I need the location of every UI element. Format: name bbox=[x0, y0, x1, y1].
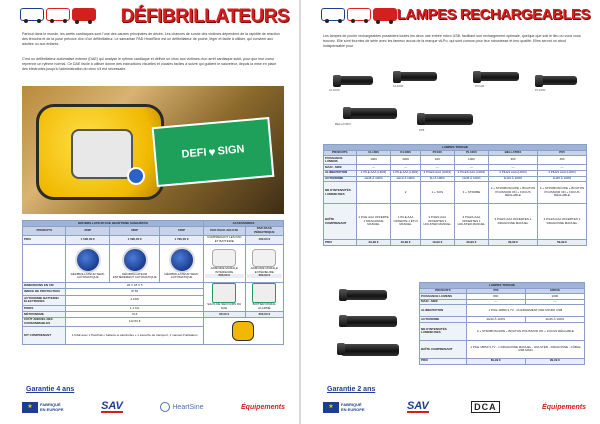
torch-label: CL1000 bbox=[329, 88, 340, 92]
price-cell: 59,99 € bbox=[537, 240, 586, 246]
price-cell: 19,99 € bbox=[420, 240, 454, 246]
cell: — bbox=[420, 165, 454, 171]
made-in-europe-badge bbox=[323, 402, 365, 413]
col-header: 350P bbox=[66, 226, 110, 235]
acc-price: 300,00 € bbox=[245, 312, 283, 318]
row-value: 4 ANS bbox=[66, 295, 203, 305]
cell: 4000 bbox=[391, 156, 420, 165]
cell: — bbox=[391, 165, 420, 171]
defibrillator-device bbox=[71, 129, 133, 179]
col-header: CL1000 bbox=[356, 150, 391, 156]
device-cell bbox=[245, 282, 283, 311]
price-cell: 1 790,00 € bbox=[160, 235, 204, 244]
eu-flag-icon: ★ bbox=[22, 402, 38, 413]
cell: 3 + STROBOSCOPE + BOUTON POUSSOIR ON + FOCUS RÉGLABLE bbox=[488, 182, 537, 204]
cell: 1 PILE 18650 3,7V - CHARGEMENT PAR MICRO USB bbox=[466, 305, 584, 317]
cell: 1 PILE AAA (LR03) bbox=[392, 170, 419, 175]
page-title: LAMPES RECHARGEABLES bbox=[396, 6, 590, 23]
defibrillator-350p-image bbox=[75, 247, 101, 273]
col-header: PAD PACK PÉDIATRIQUE bbox=[245, 226, 283, 235]
warranty-label: Garantie 2 ans bbox=[327, 386, 376, 393]
row-label: MAXI - MINI bbox=[324, 165, 357, 171]
dca-logo: DCA bbox=[471, 401, 500, 413]
cell: 450 bbox=[537, 156, 586, 165]
equipements-logo: Équipements bbox=[542, 403, 586, 411]
device-caption: SACS DE SECOURS DU DAE bbox=[207, 302, 242, 311]
row-label: NB D'INTENSITÉS LUMINEUSES bbox=[324, 182, 357, 204]
price-cell: 69,99 € bbox=[466, 358, 525, 364]
defibrillator-case-image bbox=[36, 104, 164, 200]
sav-logo: SAV bbox=[101, 400, 123, 412]
accessories-title: ACCESSOIRES bbox=[203, 221, 283, 227]
torch-image bbox=[343, 290, 387, 300]
row-label: BOÎTE COMPRENANT bbox=[324, 204, 357, 240]
row-label: PRIX bbox=[324, 240, 357, 246]
device-caption: ARMOIRE MURALE EXTÉRIEURE bbox=[250, 266, 278, 274]
torch-label: BELLATRIX bbox=[335, 122, 351, 126]
cell: 1H45 À 100% bbox=[537, 176, 586, 182]
row-label: ALIMENTATION bbox=[420, 305, 467, 317]
col-header: PC100 bbox=[420, 150, 454, 156]
row-label: PUISSANCE LUMENS bbox=[420, 294, 467, 300]
heartsine-text: HeartSine bbox=[172, 403, 204, 411]
cell: 800 bbox=[466, 294, 525, 300]
equipements-logo: Équipements bbox=[241, 403, 285, 411]
device-cell bbox=[66, 244, 110, 282]
device-cell bbox=[203, 317, 283, 344]
row-value: 1,1 KG bbox=[66, 305, 203, 311]
row-label: PUISSANCE LUMENS bbox=[324, 156, 357, 165]
torch-image bbox=[347, 108, 397, 119]
torch-image bbox=[337, 76, 373, 85]
cell: — bbox=[466, 299, 525, 305]
cell: 3H À 100% bbox=[420, 176, 454, 182]
col-header: V55 bbox=[466, 288, 525, 294]
cell: 1H45 À 100% bbox=[356, 176, 391, 182]
col-header: PRODUITS bbox=[420, 288, 467, 294]
made-in-europe-text bbox=[341, 402, 365, 412]
cell: 4 PILES AAA (LR03) bbox=[537, 170, 586, 176]
cell: 1000 bbox=[454, 156, 488, 165]
page-defibrillateurs bbox=[0, 0, 299, 424]
acc-price: 300,00 € bbox=[247, 274, 282, 278]
cell: 3 + STROBE bbox=[454, 182, 488, 204]
intro-paragraph-2: C'est un défibrillateur automatisé externe (DAE) qui analyse le rythme cardiaque et délivre un choc aux victimes d'un arrêt cardiaque subit, pour que leur coeur reprenne un rythme normal. Ce DAE facile à utiliser donne des instructions visuelles et vocales faciles à suivre qui guident le sauveteur, depuis la mise en place des électrodes jusqu'à l'administration du choc s'il est nécessaire. bbox=[22, 57, 277, 71]
col-header: SIRIUS bbox=[525, 288, 584, 294]
cell: 1 PILE AAA OFFERTE 1 ÉTUI MANUEL bbox=[391, 204, 420, 240]
device-caption: DÉFIBRILLATEUR ENTIÈREMENT AUTOMATIQUE bbox=[112, 271, 157, 280]
cell: 2H30 À 100% bbox=[466, 317, 525, 323]
warranty-label: Garantie 4 ans bbox=[26, 386, 75, 393]
page-header bbox=[321, 6, 590, 28]
ambulance-icon bbox=[46, 8, 70, 21]
eu-line-2: EN EUROPE bbox=[341, 407, 365, 412]
col-header: BELLATRIX bbox=[488, 150, 537, 156]
empty-cell bbox=[23, 244, 66, 282]
cell: 1000 bbox=[525, 294, 584, 300]
torch-label: K14000 bbox=[393, 84, 404, 88]
col-header: PRODUITS bbox=[23, 226, 66, 235]
eu-flag-icon: ★ bbox=[323, 402, 339, 413]
col-header: PL1000 bbox=[454, 150, 488, 156]
defibrillator-table bbox=[22, 220, 284, 345]
price-cell: 39,99 € bbox=[356, 240, 391, 246]
eu-line-1: FABRIQUÉ bbox=[341, 402, 362, 407]
row-label: KIT COMPRENANT bbox=[23, 326, 66, 344]
table-title: LAMPES TORCHE bbox=[324, 145, 587, 151]
page-header bbox=[20, 6, 289, 28]
cell: — bbox=[537, 165, 586, 171]
cell: — bbox=[356, 165, 391, 171]
device-caption: DÉFIBRILLATEUR SEMI-AUTOMATIQUE bbox=[70, 271, 105, 280]
cell: 3 PILES AAA OFFERTES 1 HOLSTER MANUEL bbox=[454, 204, 488, 240]
row-label: POIDS bbox=[23, 305, 66, 311]
cell: 2 bbox=[391, 182, 420, 204]
price-cell: COMPRENANT LES PAD ET BATTERIE bbox=[203, 235, 245, 244]
eu-line-1: FABRIQUÉ bbox=[40, 402, 61, 407]
police-car-icon bbox=[321, 8, 345, 21]
torch-image bbox=[341, 344, 399, 356]
device-cell bbox=[160, 244, 204, 282]
row-label: BOÎTE COMPRENANT bbox=[420, 340, 467, 358]
row-label: PRIX bbox=[420, 358, 467, 364]
police-car-icon bbox=[20, 8, 44, 21]
sign-text-left: DEFI bbox=[181, 146, 208, 161]
heartsine-icon bbox=[160, 402, 170, 412]
row-value: OUI bbox=[66, 312, 203, 318]
row-label: DIMENSIONS EN CM bbox=[23, 282, 66, 288]
defibrillator-bag-image bbox=[232, 321, 254, 341]
torch-table-1 bbox=[323, 144, 587, 246]
row-label: MÉTRONOME bbox=[23, 312, 66, 318]
row-value: 20 X 18 X 5 bbox=[66, 282, 203, 288]
heartsine-logo bbox=[160, 402, 203, 412]
heart-icon: ♥ bbox=[207, 144, 217, 160]
torch-image bbox=[539, 76, 577, 85]
cell: 4 PILES AAA OFFERTES 1 DRAGONNE MANUEL bbox=[537, 204, 586, 240]
cell: — bbox=[525, 299, 584, 305]
vehicles-banner bbox=[321, 8, 397, 21]
table-title: DÉFIBRILLATEUR DAE HEARTSINE SAMARITAN bbox=[23, 221, 204, 227]
acc-price: 80,00 € bbox=[203, 312, 245, 318]
row-value: IP 56 bbox=[66, 289, 203, 295]
row-value: 1 DAE avec 1 Pad-Pak « batterie et électrodes » 1 sacoche de transport, 1 manuel d'utilisation bbox=[66, 326, 203, 344]
col-header: 360P bbox=[110, 226, 160, 235]
row-label: AUTONOMIE bbox=[420, 317, 467, 323]
torch-image bbox=[421, 114, 473, 125]
torch-label: PL1000 bbox=[535, 88, 546, 92]
cell: 2H45 À 100% bbox=[525, 317, 584, 323]
row-label: MAXI - MINI bbox=[420, 299, 467, 305]
cell: 3 PILES AAA OFFERTES 1 DRAGONNE MANUEL bbox=[488, 204, 537, 240]
cell: 3 PILES AAA OFFERTES 1 HOLSTER MANUEL bbox=[420, 204, 454, 240]
defi-sign-image bbox=[152, 117, 275, 187]
cell: 3 + STROBOSCOPE + BOUTON POUSSOIR ON + FOCUS RÉGLABLE bbox=[466, 322, 584, 340]
row-label: INDICE DE PROTECTION bbox=[23, 289, 66, 295]
cell: 3 PILES AAA (LR03) bbox=[488, 170, 537, 176]
footer-logos bbox=[22, 398, 285, 416]
torch-table-2 bbox=[419, 282, 585, 365]
pad-pack-adult-image bbox=[212, 249, 236, 267]
acc-price: 200,00 € bbox=[205, 274, 244, 278]
ambulance-icon bbox=[347, 8, 371, 21]
cell: 1H10 À 100% bbox=[488, 176, 537, 182]
shock-button-icon bbox=[127, 167, 145, 185]
price-cell: 100,00 € bbox=[245, 235, 283, 244]
device-caption: DÉFIBRILLATEUR SEMI-AUTOMATIQUE bbox=[164, 271, 199, 280]
cell: 1 PILE 18650 3,7V - 1 DRAGONNE MANUEL - HOLSTER - DRAGONNE - CÂBLE USB MAIN bbox=[466, 340, 584, 358]
price-cell: 99,99 € bbox=[525, 358, 584, 364]
cell: 3 PILES AAA (LR03) bbox=[454, 170, 488, 176]
cell: 1 PILE AAA (LR03) bbox=[356, 170, 391, 176]
torch-image bbox=[477, 72, 519, 81]
page-lampes bbox=[301, 0, 600, 424]
vehicles-banner bbox=[20, 8, 96, 21]
row-label: AUTONOMIE bbox=[324, 176, 357, 182]
cell: 1H10 À 100% bbox=[391, 176, 420, 182]
eu-line-2: EN EUROPE bbox=[40, 407, 64, 412]
col-header: P65 bbox=[537, 150, 586, 156]
intro-paragraph: Les lampes de poche rechargeables possèdent toutes les deux une entrée micro USB, facilitant son rechargement optimale, quelque que soit le lieu où vous vous trouvez. Elle sont fournies de série avec les fameux accus de la marque viLPo, qui sont connus pour leur robustesse et leur qualité. Elles seront un atout indispensable pour bbox=[323, 34, 581, 48]
torch-image bbox=[397, 72, 437, 81]
cell bbox=[356, 182, 391, 204]
device-caption: ARMOIRE MURALE INTÉRIEURE bbox=[210, 266, 238, 274]
device-cell bbox=[110, 244, 160, 282]
pad-pack-pediatric-image bbox=[252, 249, 276, 267]
cell: 3 + STROBOSCOPE + BOUTON POUSSOIR ON + FOCUS RÉGLABLE bbox=[537, 182, 586, 204]
price-cell: 49,99 € bbox=[391, 240, 420, 246]
torch-image bbox=[343, 316, 397, 327]
col-header: PRODUITS bbox=[324, 150, 357, 156]
price-cell: 39,99 € bbox=[488, 240, 537, 246]
table-title: LAMPES TORCHE bbox=[420, 283, 585, 289]
cell: — bbox=[488, 165, 537, 171]
price-cell: 1 590,00 € bbox=[110, 235, 160, 244]
made-in-europe-badge bbox=[22, 402, 64, 413]
page-title: DÉFIBRILLATEURS bbox=[120, 6, 289, 27]
alarm-cabinet-image bbox=[252, 283, 276, 303]
cell: 1 PILE AAA OFFERTE 1 DRAGONNE MANUEL bbox=[356, 204, 391, 240]
sign-text-right: SIGN bbox=[217, 143, 245, 158]
price-cell: 1 590,00 € bbox=[66, 235, 110, 244]
torch-label: P65 bbox=[419, 128, 425, 132]
col-header: PAD PACK ADULTE bbox=[203, 226, 245, 235]
col-header: 500P bbox=[160, 226, 204, 235]
row-label: ALIMENTATION bbox=[324, 170, 357, 176]
wall-cabinet-image bbox=[212, 283, 236, 303]
row-label: NB D'INTENSITÉS LUMINEUSES bbox=[420, 322, 467, 340]
product-photo bbox=[22, 86, 284, 214]
device-caption: BOÎTIER MURAL ALARMÉ bbox=[252, 302, 276, 311]
cell: 3 PILES AAA (LR03) bbox=[420, 170, 454, 176]
row-label: AUTONOMIE BATTERIE/ÉLECTRODES bbox=[23, 295, 66, 305]
col-header: K14000 bbox=[391, 150, 420, 156]
row-label: PRIX bbox=[23, 235, 66, 244]
price-cell: 39,99 € bbox=[454, 240, 488, 246]
cell: 1 + SOS bbox=[420, 182, 454, 204]
cell: — bbox=[454, 165, 488, 171]
footer-logos bbox=[323, 398, 586, 416]
cell: 300 bbox=[488, 156, 537, 165]
intro-paragraph-1: Partout dans le monde, les arrêts cardiaques sont l'une des causes principales de décès. Les chances de survie des victimes dépendent de la rapidité de réaction des témoins et de la pose précoce d'un d'un défibrillateur. Le samaritan PAD HeartSine est un défibrillateur de poche, léger et facile à utiliser, qui convient aux adultes ou aux enfants. bbox=[22, 32, 280, 46]
defibrillator-500p-image bbox=[169, 247, 195, 273]
row-value: 112,50 € bbox=[66, 317, 203, 326]
fire-truck-icon bbox=[72, 8, 96, 21]
fire-truck-icon bbox=[373, 8, 397, 21]
torch-label: PC100 bbox=[475, 84, 485, 88]
row-label: COÛT ANNUEL DES CONSOMMABLES bbox=[23, 317, 66, 326]
cell: 1000 bbox=[356, 156, 391, 165]
cell: 100 bbox=[420, 156, 454, 165]
defibrillator-360p-image bbox=[122, 247, 148, 273]
device-cell bbox=[203, 244, 245, 282]
sav-logo: SAV bbox=[406, 400, 429, 412]
device-cell bbox=[245, 244, 283, 282]
made-in-europe-text bbox=[40, 402, 64, 412]
cell: 1H45 À 100% bbox=[454, 176, 488, 182]
device-cell bbox=[203, 282, 245, 311]
